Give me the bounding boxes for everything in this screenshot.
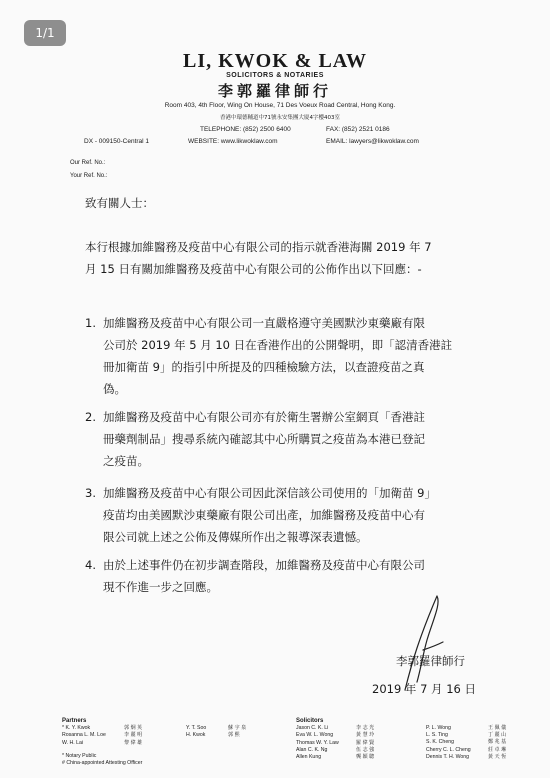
partners-block-2: Y. T. Soo 蘇 宇 泉 H. Kwok 郭 熙 [186, 725, 247, 739]
solicitors-block-2: P. L. Wong 王 佩 儀 L. S. Ting 丁 麗 山 S. K. Cheng 鄭 兆 基 Cherry C. L. Cheng 莊 卓 琳 Dennis T. H. Wong 黃 天 恆 [426, 725, 507, 760]
firm-name-en: LI, KWOK & LAW [182, 50, 368, 72]
item-number: 1. [85, 316, 96, 330]
dx-number: DX - 009150-Central 1 [84, 138, 150, 145]
firm-subtitle: SOLICITORS & NOTARIES [226, 72, 324, 79]
letter-date: 2019 年 7 月 16 日 [372, 682, 476, 696]
fax: FAX: (852) 2521 0186 [326, 126, 390, 133]
page-indicator: 1/1 [24, 20, 66, 46]
email[interactable]: EMAIL: lawyers@likwoklaw.com [326, 138, 419, 145]
intro-paragraph: 本行根據加維醫務及疫苗中心有限公司的指示就香港海關 2019 年 7 月 15 日有關加維醫務及疫苗中心有限公司的公佈作出以下回應：- [85, 240, 432, 276]
item-number: 2. [85, 410, 96, 424]
item-number: 4. [85, 558, 96, 572]
firm-name-zh: 李郭羅律師行 [217, 82, 332, 100]
your-ref-label: Your Ref. No.: [70, 173, 108, 179]
address-zh: 香港中環德輔道中71號永安集團大廈4字樓403室 [220, 115, 340, 121]
item-number: 3. [85, 486, 96, 500]
telephone: TELEPHONE: (852) 2500 6400 [200, 126, 291, 133]
list-item: 由於上述事件仍在初步調查階段，加維醫務及疫苗中心有限公司 現不作進一步之回應。 [103, 558, 425, 594]
list-item: 加維醫務及疫苗中心有限公司因此深信該公司使用的「加衛苗 9」 疫苗均由美國默沙東藥廠有限公司出產，加維醫務及疫苗中心有 限公司就上述之公佈及傳媒所作出之報導深表遺憾。 [103, 486, 436, 544]
signoff-firm: 李郭羅律師行 [396, 654, 465, 668]
list-item: 加維醫務及疫苗中心有限公司一直嚴格遵守美國默沙東藥廠有限 公司於 2019 年 5 月 10 日在香港作出的公開聲明，即「認清香港註 冊加衛苗 9」的指引中所提及的四種檢驗方法，以查證疫苗之真 偽。 [103, 316, 453, 396]
solicitors-block: Solicitors Jason C. K. Li 李 志 光 Eva W. L. Wong 黃 慧 玲 Thomas W. Y. Law 羅 偉 賢 Alan C. K. Ng 伍 志 強 Allen Kung 龔 穎 聰 [296, 718, 375, 761]
address-en: Room 403, 4th Floor, Wing On House, 71 Des Voeux Road Central, Hong Kong. [164, 102, 396, 109]
partners-block: Partners * K. Y. Kwok 郭 炯 英 Rosanna L. M. Loe 李 麗 明 W. H. Lai 黎 偉 雄 * Notary Public # China-appointed Attesting Officer [62, 718, 143, 767]
list-item: 加維醫務及疫苗中心有限公司亦有於衛生署辦公室網頁「香港註 冊藥劑制品」搜尋系統內確認其中心所購買之疫苗為本港已登記 之疫苗。 [103, 410, 425, 468]
our-ref-label: Our Ref. No.: [70, 160, 106, 166]
website[interactable]: WEBSITE: www.likwoklaw.com [188, 138, 278, 145]
salutation: 致有關人士： [85, 196, 154, 210]
